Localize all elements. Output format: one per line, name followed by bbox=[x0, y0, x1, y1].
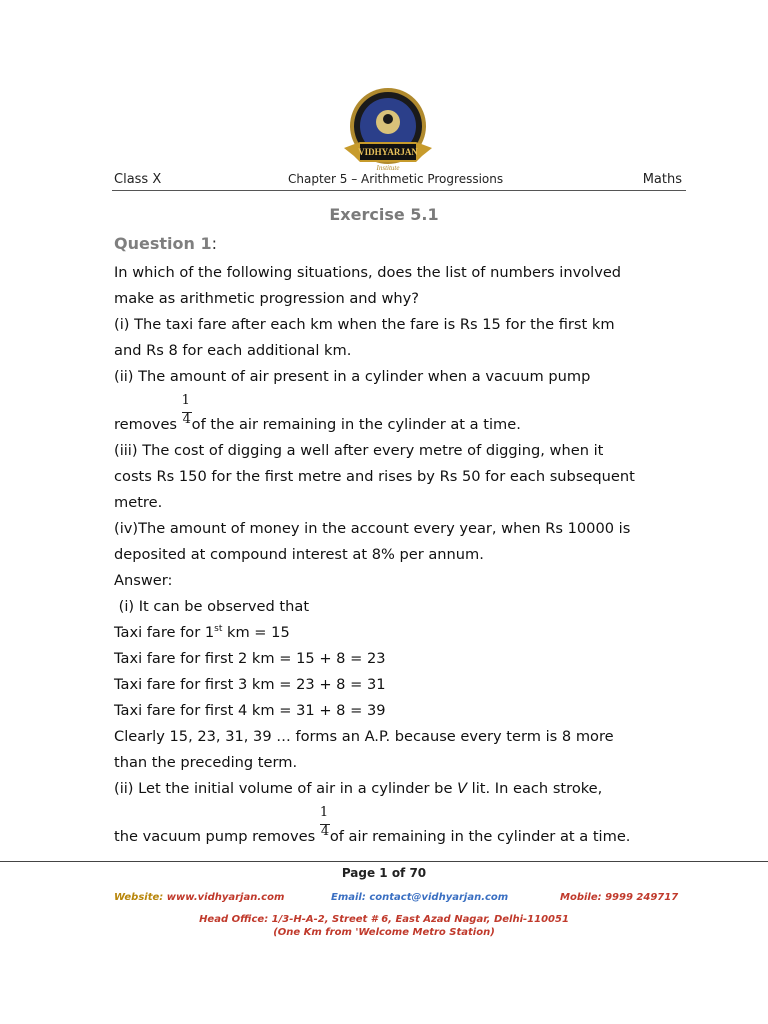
office-address: Head Office: 1/3-H-A-2, Street # 6, East Azad Nagar, Delhi-110051 bbox=[199, 914, 569, 925]
question-line: (iii) The cost of digging a well after every metre of digging, when it bbox=[114, 442, 604, 459]
text-segment: removes bbox=[114, 416, 182, 433]
fraction-denominator: 4 bbox=[182, 412, 191, 427]
variable-v: V bbox=[457, 780, 468, 797]
answer-line: Clearly 15, 23, 31, 39 … forms an A.P. because every term is 8 more bbox=[114, 728, 614, 745]
footer-divider bbox=[0, 861, 768, 862]
question-line: (ii) The amount of air present in a cylinder when a vacuum pump bbox=[114, 368, 591, 385]
question-label: Question 1 bbox=[114, 234, 212, 253]
text-segment: of the air remaining in the cylinder at a time. bbox=[191, 416, 521, 433]
footer-email[interactable]: Email: contact@vidhyarjan.com bbox=[331, 892, 509, 903]
answer-line: (i) It can be observed that bbox=[114, 598, 310, 615]
logo-text: VIDHYARJAN bbox=[358, 147, 418, 157]
answer-line: Taxi fare for first 3 km = 23 + 8 = 31 bbox=[114, 676, 386, 693]
website-link[interactable]: www.vidhyarjan.com bbox=[166, 892, 285, 903]
question-line: and Rs 8 for each additional km. bbox=[114, 342, 352, 359]
superscript: st bbox=[214, 624, 223, 635]
question-line: make as arithmetic progression and why? bbox=[114, 290, 420, 307]
question-line: deposited at compound interest at 8% per annum. bbox=[114, 546, 484, 563]
answer-line: Taxi fare for first 4 km = 31 + 8 = 39 bbox=[114, 702, 386, 719]
header-divider bbox=[112, 190, 686, 191]
footer-website[interactable] bbox=[114, 892, 284, 903]
footer-mobile: Mobile: 9999 249717 bbox=[560, 892, 679, 903]
header-chapter: Chapter 5 – Arithmetic Progressions bbox=[288, 172, 504, 186]
website-label: Website: bbox=[114, 892, 167, 903]
text-segment: the vacuum pump removes bbox=[114, 828, 320, 845]
fraction-denominator: 4 bbox=[320, 824, 330, 839]
question-line: costs Rs 150 for the first metre and rises by Rs 50 for each subsequent bbox=[114, 468, 635, 485]
question-line bbox=[114, 393, 521, 433]
office-landmark: (One Km from 'Welcome Metro Station) bbox=[273, 927, 495, 938]
header-subject: Maths bbox=[642, 172, 682, 187]
text-segment: lit. In each stroke, bbox=[467, 780, 603, 797]
answer-line bbox=[114, 805, 631, 845]
question-line: (iv)The amount of money in the account every year, when Rs 10000 is bbox=[114, 520, 631, 537]
answer-line bbox=[114, 780, 602, 797]
header-class: Class X bbox=[114, 172, 162, 187]
answer-line bbox=[114, 624, 290, 641]
answer-line: than the preceding term. bbox=[114, 754, 298, 771]
answer-label: Answer: bbox=[114, 572, 173, 589]
question-line: (i) The taxi fare after each km when the fare is Rs 15 for the first km bbox=[114, 316, 615, 333]
footer-office bbox=[0, 913, 768, 939]
institute-logo bbox=[342, 86, 434, 176]
question-line: In which of the following situations, does the list of numbers involved bbox=[114, 264, 622, 281]
logo-subtext: Institute bbox=[376, 164, 400, 172]
page-number: Page 1 of 70 bbox=[341, 866, 427, 880]
fraction-numerator: 1 bbox=[319, 805, 329, 820]
text-segment: km = 15 bbox=[222, 624, 290, 641]
fraction bbox=[181, 393, 192, 429]
fraction bbox=[319, 805, 330, 841]
text-segment: of air remaining in the cylinder at a time. bbox=[329, 828, 631, 845]
exercise-title: Exercise 5.1 bbox=[329, 205, 439, 224]
fraction-numerator: 1 bbox=[181, 393, 190, 408]
text-segment: (ii) Let the initial volume of air in a cylinder be bbox=[114, 780, 458, 797]
question-colon: : bbox=[211, 234, 217, 253]
answer-line: Taxi fare for first 2 km = 15 + 8 = 23 bbox=[114, 650, 386, 667]
question-line: metre. bbox=[114, 494, 163, 511]
question-heading bbox=[114, 234, 217, 253]
text-segment: Taxi fare for 1 bbox=[114, 624, 215, 641]
